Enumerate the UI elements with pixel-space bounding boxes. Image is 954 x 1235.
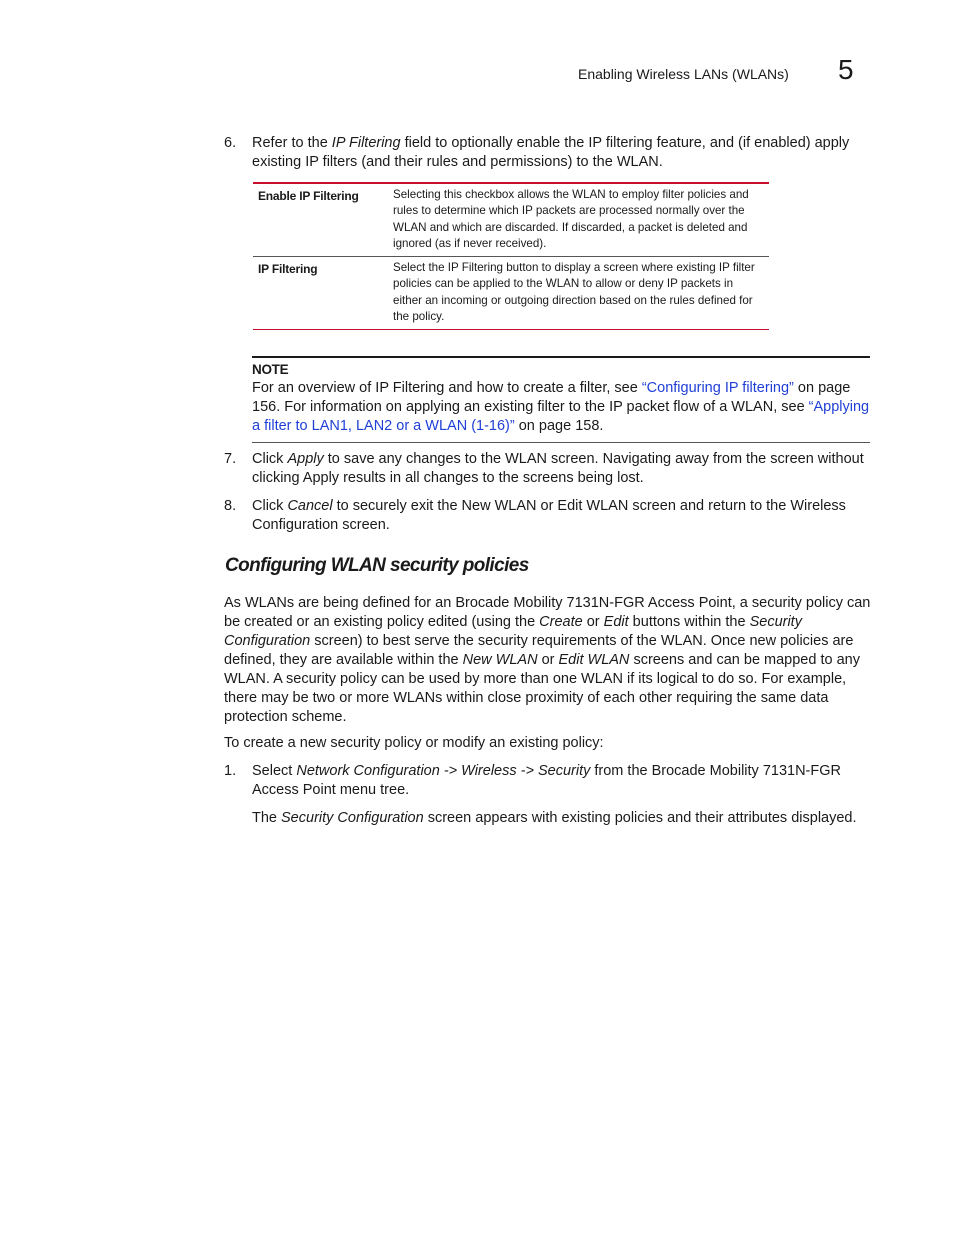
table-term: Enable IP Filtering [258, 189, 359, 203]
section-heading: Configuring WLAN security policies [225, 555, 529, 576]
note-title: NOTE [252, 362, 289, 377]
ip-filtering-table [253, 182, 769, 330]
section-intro-text: To create a new security policy or modify an existing policy: [224, 735, 604, 751]
step-number: 1. [224, 763, 237, 779]
table-definition: Selecting this checkbox allows the WLAN to employ filter policies and rules to determine which IP packets are processed normally over the WLAN and which are discarded. If discarded, a packet is deleted and ignored (as if never received). [393, 188, 749, 250]
step-8-text: Click Cancel to securely exit the New WLAN or Edit WLAN screen and return to the Wireless Configuration screen. [252, 498, 846, 533]
running-header-title: Enabling Wireless LANs (WLANs) [578, 66, 789, 82]
step-number: 6. [224, 135, 237, 151]
step-number: 7. [224, 451, 237, 467]
table-definition: Select the IP Filtering button to display a screen where existing IP filter policies can be applied to the WLAN to allow or deny IP packets in either an incoming or outgoing direction based on the rules defined for the policy. [393, 261, 755, 324]
step-6-text: Refer to the IP Filtering field to optionally enable the IP filtering feature, and (if enabled) apply existing IP filters (and their rules and permissions) to the WLAN. [252, 135, 850, 170]
chapter-number: 5 [838, 54, 854, 85]
step-1-result-text: The Security Configuration screen appears with existing policies and their attributes displayed. [252, 810, 857, 826]
section-paragraph: As WLANs are being defined for an Brocade Mobility 7131N-FGR Access Point, a security policy can be created or an existing policy edited (using the Create or Edit buttons within the Security Configuration screen) to best serve the security requirements of the WLAN. Once new policies are defined, they are available within the New WLAN or Edit WLAN screens and can be mapped to any WLAN. A security policy can be used by more than one WLAN if its logical to do so. For example, there may be two or more WLANs within close proximity of each other requiring the same data protection scheme. [224, 595, 871, 725]
note-body: For an overview of IP Filtering and how to create a filter, see “Configuring IP filtering” on page 156. For information on applying an existing filter to the IP packet flow of a WLAN, see “Applying a filter to LAN1, LAN2 or a WLAN (1-16)” on page 158. [252, 380, 870, 434]
step-number: 8. [224, 498, 237, 514]
note-box [252, 356, 870, 443]
step-7-text: Click Apply to save any changes to the WLAN screen. Navigating away from the screen without clicking Apply results in all changes to the screens being lost. [252, 451, 864, 486]
table-row [253, 184, 769, 256]
table-row [253, 256, 769, 329]
step-1-text: Select Network Configuration -> Wireless -> Security from the Brocade Mobility 7131N-FGR Access Point menu tree. [252, 763, 841, 798]
link-configuring-ip-filtering[interactable]: “Configuring IP filtering” [641, 380, 794, 396]
link-applying-a-filter[interactable]: “Applying a filter to LAN1, LAN2 or a WLAN (1-16)” [252, 399, 870, 434]
table-term: IP Filtering [258, 262, 318, 277]
